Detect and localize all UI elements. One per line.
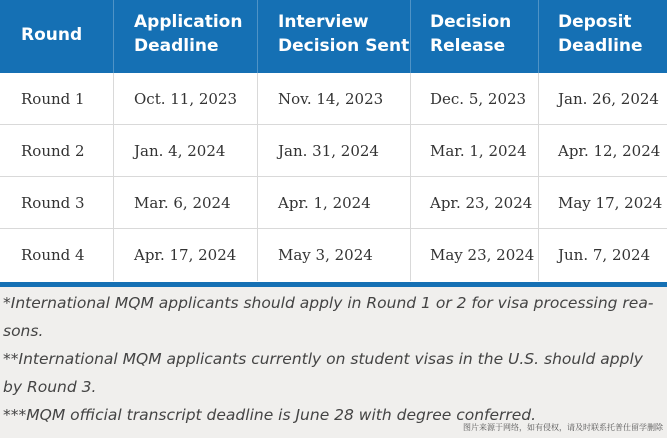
application-deadline-cell: Oct. 11, 2023 <box>114 73 258 124</box>
decision-release-cell: Mar. 1, 2024 <box>411 125 539 176</box>
deposit-deadline-cell: May 17, 2024 <box>558 194 663 212</box>
round-cell: Round 4 <box>0 229 114 281</box>
deposit-deadline-cell: Apr. 12, 2024 <box>558 142 661 160</box>
table-row <box>0 125 667 177</box>
header-deposit-deadline: Deposit Deadline <box>558 12 643 56</box>
header-round: Round <box>0 0 114 73</box>
table-row <box>0 229 667 281</box>
table-header <box>0 0 667 73</box>
footnotes <box>0 287 667 438</box>
header-application-deadline: Application Deadline <box>114 0 258 73</box>
footnote-2: **International MQM applicants currently on student visas in the U.S. should apply by Round 3. <box>3 350 643 396</box>
application-deadline-cell: Apr. 17, 2024 <box>114 229 258 281</box>
decision-release-cell: May 23, 2024 <box>411 229 539 281</box>
image-credit-watermark: 图片来源于网络，如有侵权，请及时联系托普仕留学删除 <box>463 423 663 432</box>
decision-release-cell: Apr. 23, 2024 <box>411 177 539 228</box>
decision-release-cell: Dec. 5, 2023 <box>411 73 539 124</box>
interview-decision-cell: Apr. 1, 2024 <box>258 177 411 228</box>
round-cell: Round 3 <box>0 177 114 228</box>
interview-decision-cell: May 3, 2024 <box>258 229 411 281</box>
header-interview-decision-sent: Interview Decision Sent <box>258 0 411 73</box>
application-deadline-cell: Jan. 4, 2024 <box>114 125 258 176</box>
application-deadline-cell: Mar. 6, 2024 <box>114 177 258 228</box>
round-cell: Round 2 <box>0 125 114 176</box>
interview-decision-cell: Jan. 31, 2024 <box>258 125 411 176</box>
header-decision-release: Decision Release <box>411 0 539 73</box>
table-row <box>0 73 667 125</box>
deposit-deadline-cell: Jun. 7, 2024 <box>558 246 651 264</box>
table-row <box>0 177 667 229</box>
footnote-1: *International MQM applicants should apply in Round 1 or 2 for visa processing rea-sons. <box>3 294 654 340</box>
deposit-deadline-cell: Jan. 26, 2024 <box>558 90 659 108</box>
footnote-3: ***MQM official transcript deadline is June 28 with degree conferred. <box>3 406 537 424</box>
interview-decision-cell: Nov. 14, 2023 <box>258 73 411 124</box>
table-body <box>0 73 667 281</box>
round-cell: Round 1 <box>0 73 114 124</box>
